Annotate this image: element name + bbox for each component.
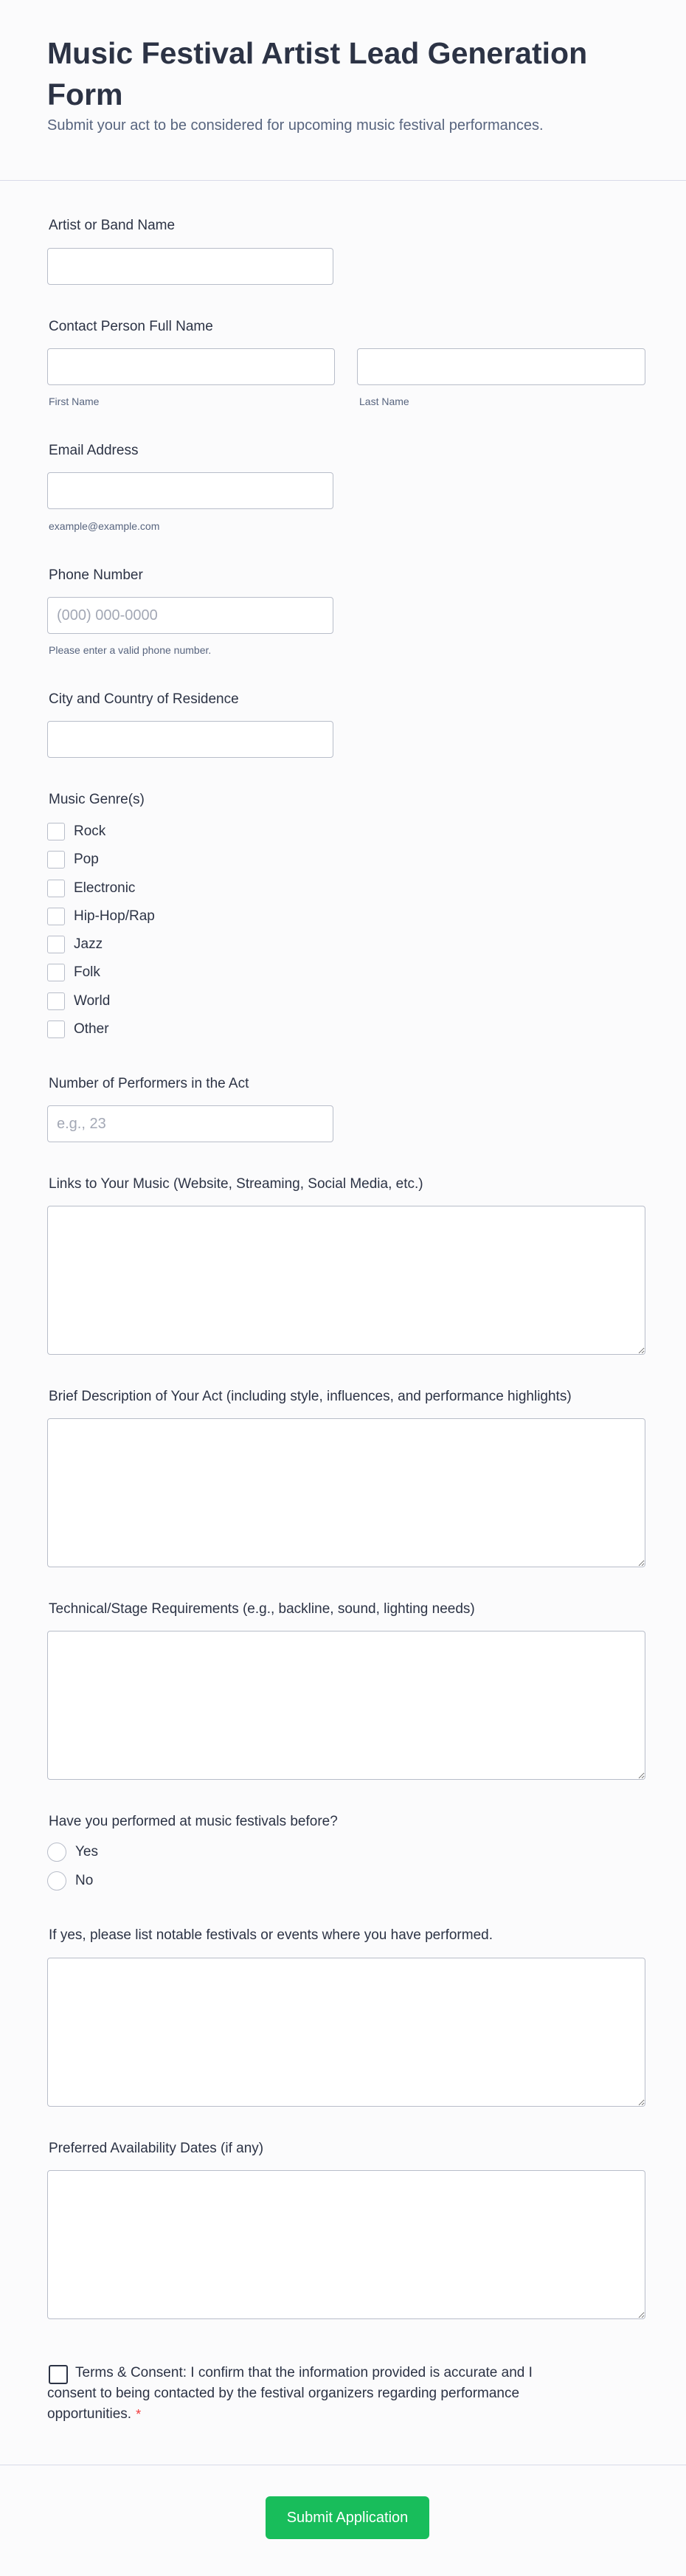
checkbox[interactable]: [47, 964, 65, 981]
last-name-sublabel: Last Name: [359, 396, 409, 407]
notable-festivals-label: If yes, please list notable festivals or events where you have performed.: [49, 1927, 493, 1943]
checkbox[interactable]: [47, 936, 65, 953]
consent-text: [47, 2363, 578, 2425]
genre-option-world[interactable]: [47, 992, 110, 1011]
technical-label: Technical/Stage Requirements (e.g., backline, sound, lighting needs): [49, 1601, 475, 1617]
radio-option-yes[interactable]: [47, 1843, 98, 1862]
first-name-input[interactable]: [47, 348, 335, 385]
required-asterisk: *: [136, 2407, 142, 2422]
first-name-sublabel: First Name: [49, 396, 100, 407]
contact-name-label: Contact Person Full Name: [49, 319, 213, 334]
checkbox[interactable]: [47, 908, 65, 925]
city-label: City and Country of Residence: [49, 691, 239, 707]
phone-input[interactable]: [47, 597, 333, 634]
links-textarea[interactable]: [47, 1206, 645, 1355]
genres-label: Music Genre(s): [49, 792, 145, 807]
genre-option-label: World: [74, 993, 111, 1009]
genre-option-label: Pop: [74, 852, 99, 867]
email-input[interactable]: [47, 472, 333, 509]
genre-option-folk[interactable]: [47, 963, 100, 982]
notable-festivals-textarea[interactable]: [47, 1958, 645, 2107]
availability-textarea[interactable]: [47, 2170, 645, 2319]
checkbox[interactable]: [47, 880, 65, 897]
genre-option-electronic[interactable]: [47, 879, 135, 898]
consent-checkbox[interactable]: [49, 2365, 68, 2384]
last-name-input[interactable]: [357, 348, 645, 385]
genre-option-label: Hip-Hop/Rap: [74, 908, 155, 924]
genre-option-rock[interactable]: [47, 822, 105, 841]
radio-option-label: No: [75, 1873, 94, 1888]
artist-name-label: Artist or Band Name: [49, 218, 176, 233]
form-subtitle: Submit your act to be considered for upcoming music festival performances.: [47, 117, 544, 134]
genre-option-label: Folk: [74, 964, 100, 980]
phone-label: Phone Number: [49, 567, 143, 583]
genre-option-label: Other: [74, 1021, 109, 1037]
technical-textarea[interactable]: [47, 1631, 645, 1780]
genre-option-hip-hop-rap[interactable]: [47, 907, 155, 926]
email-label: Email Address: [49, 443, 139, 458]
radio-option-label: Yes: [75, 1844, 98, 1860]
checkbox[interactable]: [47, 1021, 65, 1038]
checkbox[interactable]: [47, 992, 65, 1010]
checkbox[interactable]: [47, 823, 65, 840]
performed-before-label: Have you performed at music festivals before?: [49, 1814, 338, 1829]
submit-button[interactable]: Submit Application: [266, 2496, 429, 2539]
genre-option-label: Electronic: [74, 880, 136, 896]
checkbox[interactable]: [47, 851, 65, 869]
radio-button[interactable]: [47, 1871, 66, 1890]
availability-label: Preferred Availability Dates (if any): [49, 2141, 264, 2156]
phone-sublabel: Please enter a valid phone number.: [49, 644, 212, 656]
email-sublabel: example@example.com: [49, 520, 160, 532]
header-divider: [0, 180, 686, 181]
genre-option-label: Jazz: [74, 936, 103, 952]
artist-name-input[interactable]: [47, 248, 333, 285]
consent-label: Terms & Consent: I confirm that the information provided is accurate and I consent to being contacted by the festival organizers regarding performance opportunities.: [47, 2365, 533, 2422]
form-header: [47, 32, 637, 136]
performers-input[interactable]: [47, 1105, 333, 1142]
city-input[interactable]: [47, 721, 333, 758]
links-label: Links to Your Music (Website, Streaming, Social Media, etc.): [49, 1176, 423, 1192]
radio-button[interactable]: [47, 1843, 66, 1862]
form-title: Music Festival Artist Lead Generation Form: [47, 36, 588, 111]
genre-option-jazz[interactable]: [47, 935, 103, 954]
radio-option-no[interactable]: [47, 1871, 93, 1890]
description-textarea[interactable]: [47, 1418, 645, 1567]
genre-option-pop[interactable]: [47, 850, 99, 869]
genre-option-label: Rock: [74, 823, 106, 839]
description-label: Brief Description of Your Act (including style, influences, and performance highlights): [49, 1389, 572, 1404]
genre-option-other[interactable]: [47, 1020, 109, 1039]
performers-label: Number of Performers in the Act: [49, 1076, 249, 1091]
